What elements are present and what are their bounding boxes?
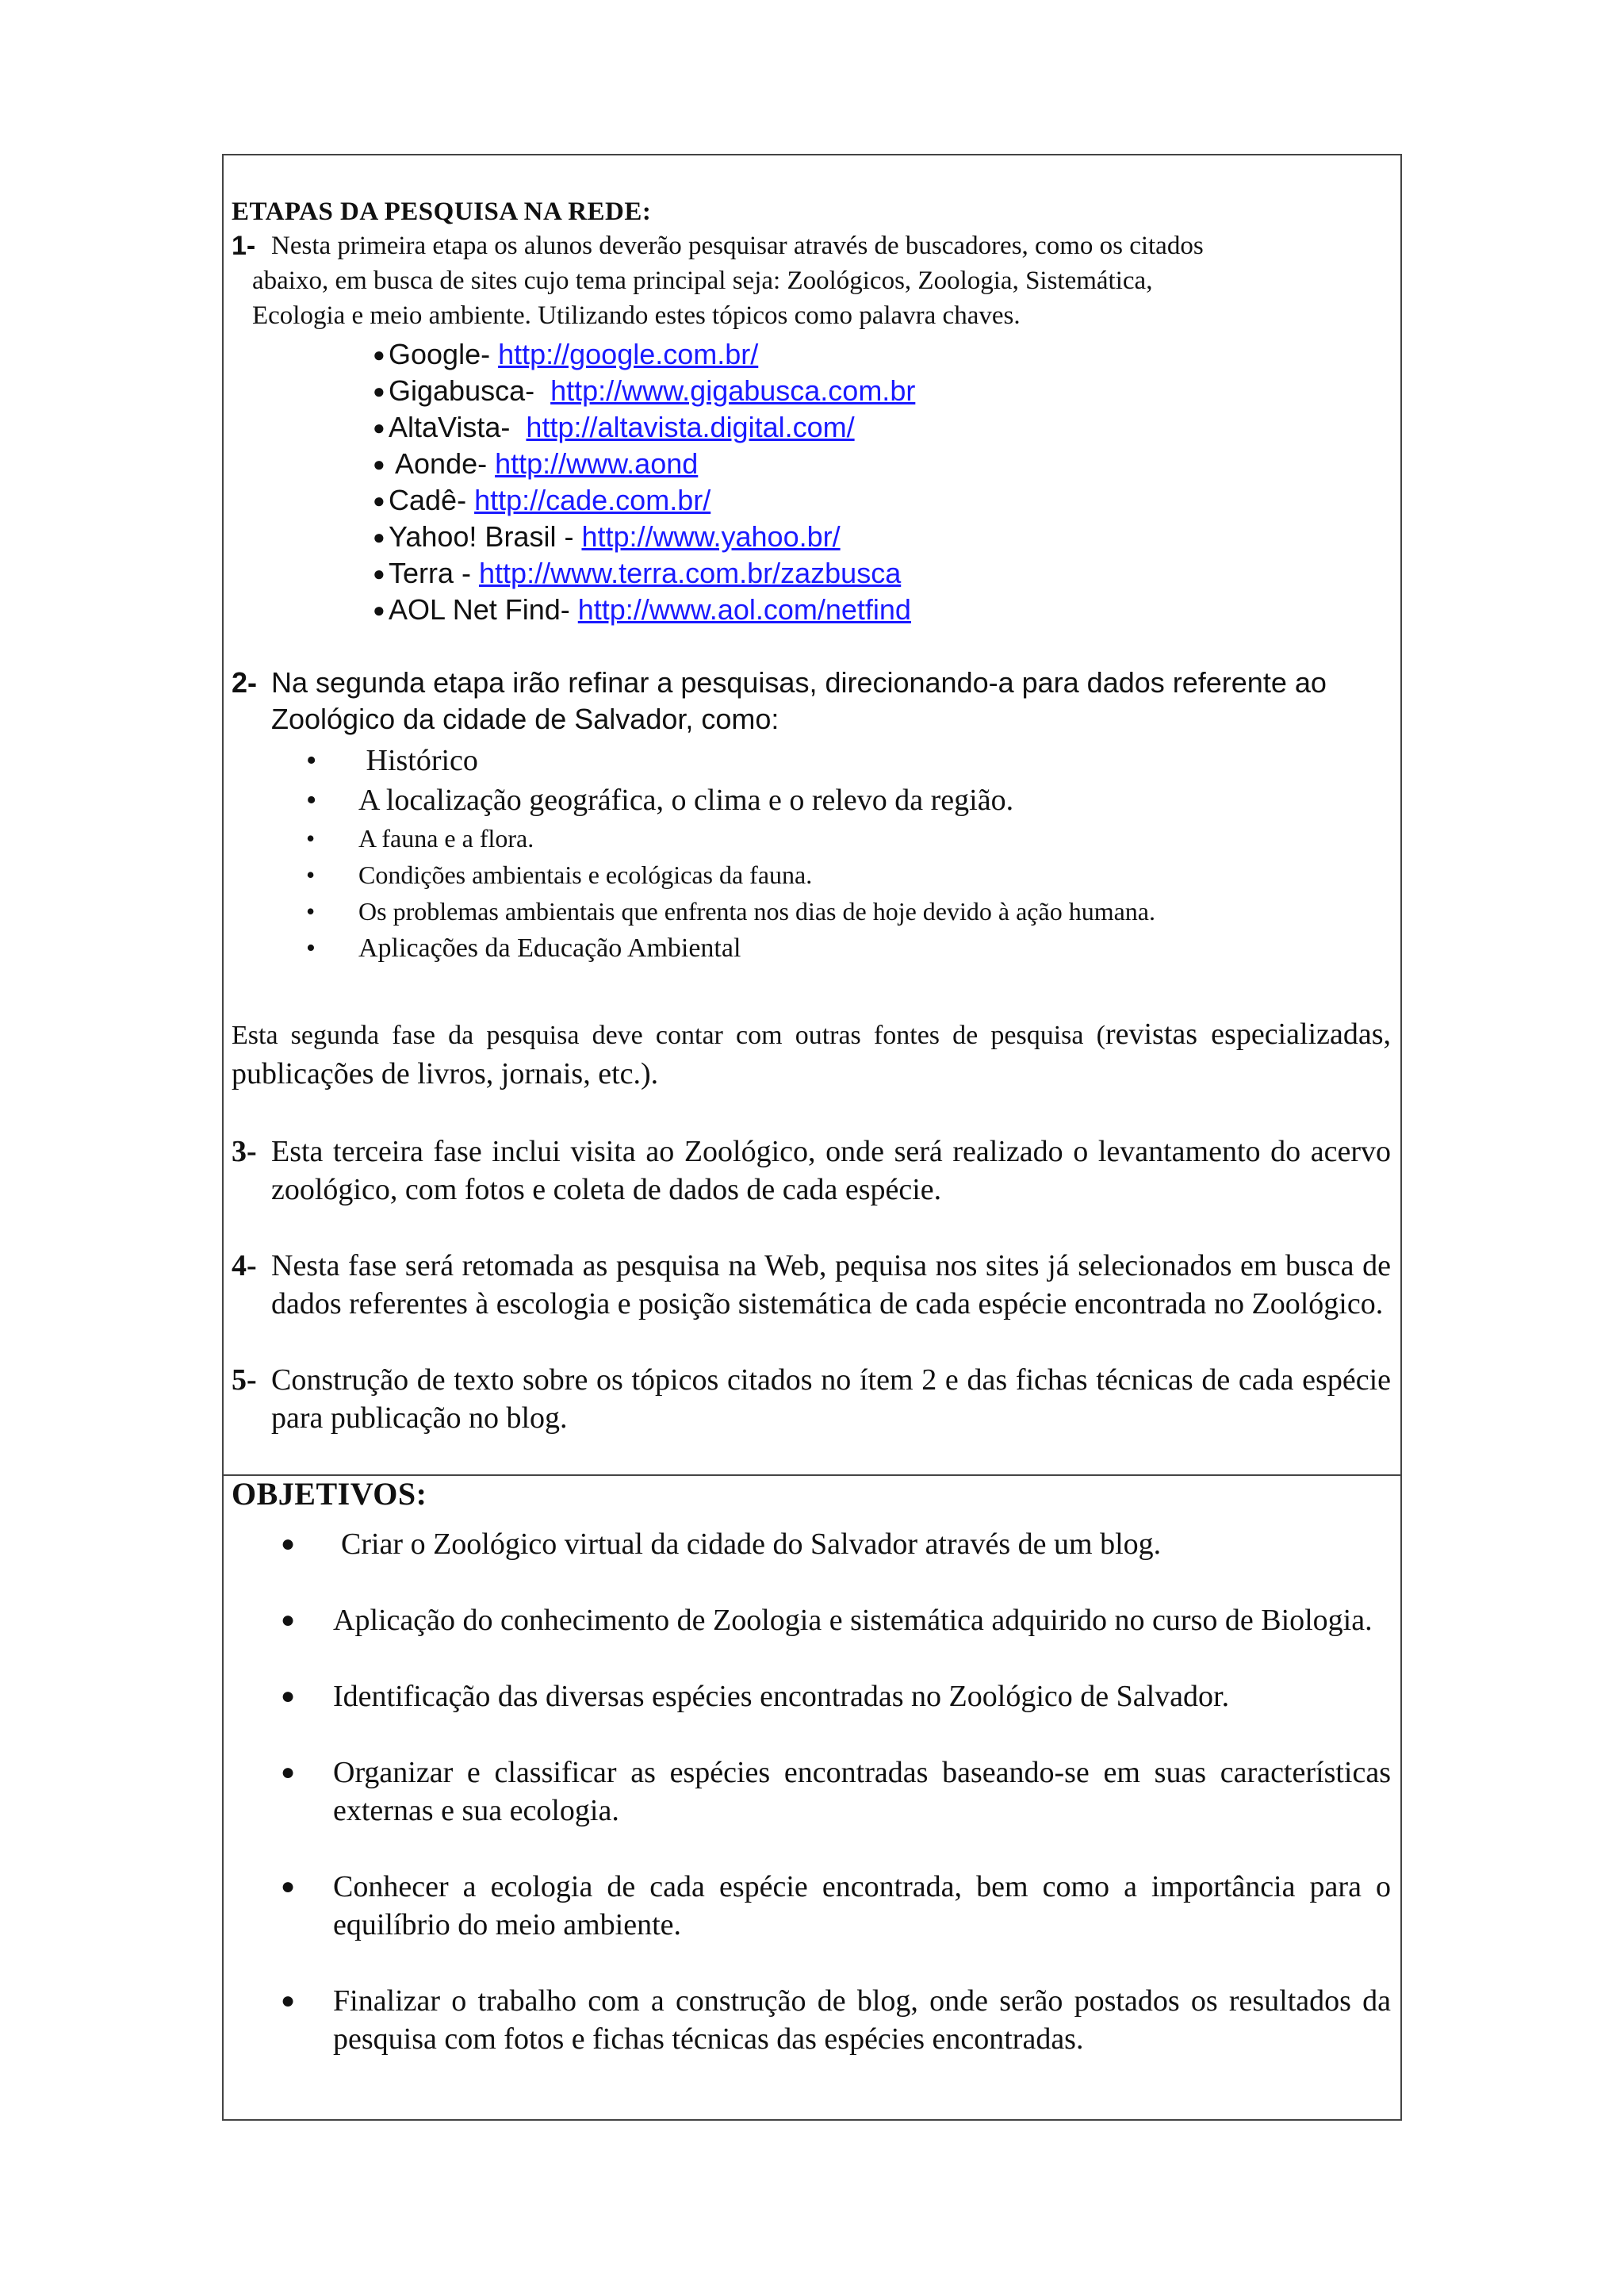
- bullet-icon: ●: [373, 562, 385, 585]
- bullet-icon: •: [306, 861, 316, 889]
- step-text-line: Ecologia e meio ambiente. Utilizando estes tópicos como palavra chaves.: [252, 301, 1021, 330]
- engine-link[interactable]: http://google.com.br/: [498, 338, 759, 370]
- list-item: [306, 930, 1391, 968]
- engine-name: Terra -: [389, 557, 480, 589]
- bullet-icon: •: [306, 824, 316, 853]
- bullet-icon: ●: [373, 416, 385, 439]
- step-2: [232, 665, 1391, 738]
- step-3: [232, 1133, 1391, 1209]
- topic-text: A fauna e a flora.: [358, 824, 534, 853]
- objective-text: Finalizar o trabalho com a construção de blog, onde serão postados os resultados da pesquisa com fotos e fichas técnicas das espécies encontradas.: [333, 1984, 1391, 2056]
- step-text: Esta terceira fase inclui visita ao Zoológico, onde será realizado o levantamento do acervo zoológico, com fotos e coleta de dados de cada espécie.: [271, 1135, 1391, 1206]
- bullet-icon: ●: [281, 1607, 296, 1633]
- step-text: Construção de texto sobre os tópicos citados no ítem 2 e das fichas técnicas de cada espécie para publicação no blog.: [271, 1363, 1391, 1435]
- paragraph-other-sources: [232, 1015, 1391, 1094]
- list-item: [281, 1754, 1391, 1830]
- bullet-icon: •: [306, 897, 316, 926]
- step-number: 5-: [232, 1363, 257, 1397]
- objective-text: Criar o Zoológico virtual da cidade do Salvador através de um blog.: [341, 1527, 1162, 1561]
- step-number: 1-: [232, 231, 256, 261]
- engine-link[interactable]: http://www.yahoo.br/: [581, 520, 841, 553]
- engine-link[interactable]: http://www.gigabusca.com.br: [550, 374, 916, 407]
- step-text: Na segunda etapa irão refinar a pesquisas, direcionando-a para dados referente ao Zoológico da cidade de Salvador, como:: [271, 666, 1327, 735]
- document-table: [222, 154, 1402, 2121]
- list-item: [306, 893, 1391, 930]
- list-item: [281, 1982, 1391, 2058]
- list-item: [373, 446, 1391, 482]
- list-item: [306, 820, 1391, 857]
- paragraph-part: Esta segunda fase da pesquisa deve contar com outras fontes de pesquisa (: [232, 1021, 1105, 1050]
- engine-link[interactable]: http://altavista.digital.com/: [526, 411, 855, 443]
- topic-list: [232, 741, 1391, 968]
- objective-text: Conhecer a ecologia de cada espécie encontrada, bem como a importância para o equilíbrio do meio ambiente.: [333, 1870, 1391, 1941]
- list-item: [373, 373, 1391, 409]
- list-item: [306, 780, 1391, 820]
- bullet-icon: ●: [373, 489, 385, 512]
- topic-text: A localização geográfica, o clima e o relevo da região.: [358, 784, 1014, 817]
- bullet-icon: ●: [373, 343, 385, 366]
- paragraph-part: revistas especializadas, publicações de livros, jornais, etc.).: [232, 1018, 1391, 1091]
- list-item: [281, 1677, 1391, 1715]
- list-item: [373, 519, 1391, 555]
- list-item: [281, 1601, 1391, 1639]
- objective-text: Aplicação do conhecimento de Zoologia e sistemática adquirido no curso de Biologia.: [333, 1604, 1373, 1637]
- bullet-icon: ●: [281, 1759, 296, 1785]
- list-item: [373, 336, 1391, 373]
- bullet-icon: •: [306, 784, 317, 817]
- topic-text: Os problemas ambientais que enfrenta nos dias de hoje devido à ação humana.: [358, 897, 1155, 926]
- bullet-icon: •: [306, 933, 316, 963]
- bullet-icon: ●: [281, 1987, 296, 2014]
- engine-name: Aonde-: [389, 447, 496, 480]
- topic-text: Condições ambientais e ecológicas da fauna.: [358, 861, 813, 889]
- engine-name: Yahoo! Brasil -: [389, 520, 582, 553]
- bullet-icon: ●: [373, 525, 385, 549]
- bullet-icon: ●: [281, 1683, 296, 1709]
- list-item: [306, 741, 1391, 780]
- step-number: 2-: [232, 666, 258, 699]
- bullet-icon: ●: [281, 1531, 296, 1557]
- search-engine-list: [232, 336, 1391, 628]
- objective-text: Identificação das diversas espécies encontradas no Zoológico de Salvador.: [333, 1680, 1230, 1713]
- topic-text: Histórico: [358, 744, 478, 777]
- objective-text: Organizar e classificar as espécies encontradas baseando-se em suas características externas e sua ecologia.: [333, 1756, 1391, 1827]
- step-text: Nesta fase será retomada as pesquisa na Web, pequisa nos sites já selecionados em busca de dados referentes à escologia e posição sistemática de cada espécie encontrada no Zoológico.: [271, 1249, 1391, 1320]
- bullet-icon: •: [306, 744, 317, 777]
- section-heading-steps: ETAPAS DA PESQUISA NA REDE:: [232, 197, 652, 226]
- engine-link[interactable]: http://www.aol.com/netfind: [577, 593, 911, 626]
- list-item: [373, 482, 1391, 519]
- bullet-icon: ●: [373, 452, 385, 476]
- step-1: [232, 228, 1391, 333]
- list-item: [281, 1525, 1391, 1563]
- bullet-icon: ●: [373, 598, 385, 622]
- engine-name: Cadê-: [389, 484, 475, 516]
- step-text-line: abaixo, em busca de sites cujo tema principal seja: Zoológicos, Zoologia, Sistemática,: [252, 266, 1153, 295]
- bullet-icon: ●: [373, 379, 385, 403]
- step-5: [232, 1361, 1391, 1437]
- engine-link[interactable]: http://www.aond: [495, 447, 699, 480]
- list-item: [373, 592, 1391, 628]
- list-item: [373, 409, 1391, 446]
- objectives-section: [232, 1474, 1391, 2096]
- bullet-icon: ●: [281, 1873, 296, 1899]
- step-number: 4-: [232, 1249, 257, 1282]
- step-text-line: Nesta primeira etapa os alunos deverão pesquisar através de buscadores, como os citados: [271, 232, 1204, 260]
- list-item: [281, 1868, 1391, 1944]
- objectives-list: [232, 1525, 1391, 2058]
- engine-name: Google-: [389, 338, 499, 370]
- step-number: 3-: [232, 1135, 257, 1168]
- engine-name: AOL Net Find-: [389, 593, 578, 626]
- engine-name: Gigabusca-: [389, 374, 551, 407]
- section-heading-objectives: OBJETIVOS:: [232, 1476, 427, 1512]
- engine-link[interactable]: http://www.terra.com.br/zazbusca: [479, 557, 902, 589]
- step-4: [232, 1247, 1391, 1323]
- list-item: [373, 555, 1391, 592]
- topic-text: Aplicações da Educação Ambiental: [358, 933, 741, 963]
- engine-link[interactable]: http://cade.com.br/: [474, 484, 711, 516]
- list-item: [306, 857, 1391, 893]
- engine-name: AltaVista-: [389, 411, 527, 443]
- research-steps-section: [232, 195, 1391, 1437]
